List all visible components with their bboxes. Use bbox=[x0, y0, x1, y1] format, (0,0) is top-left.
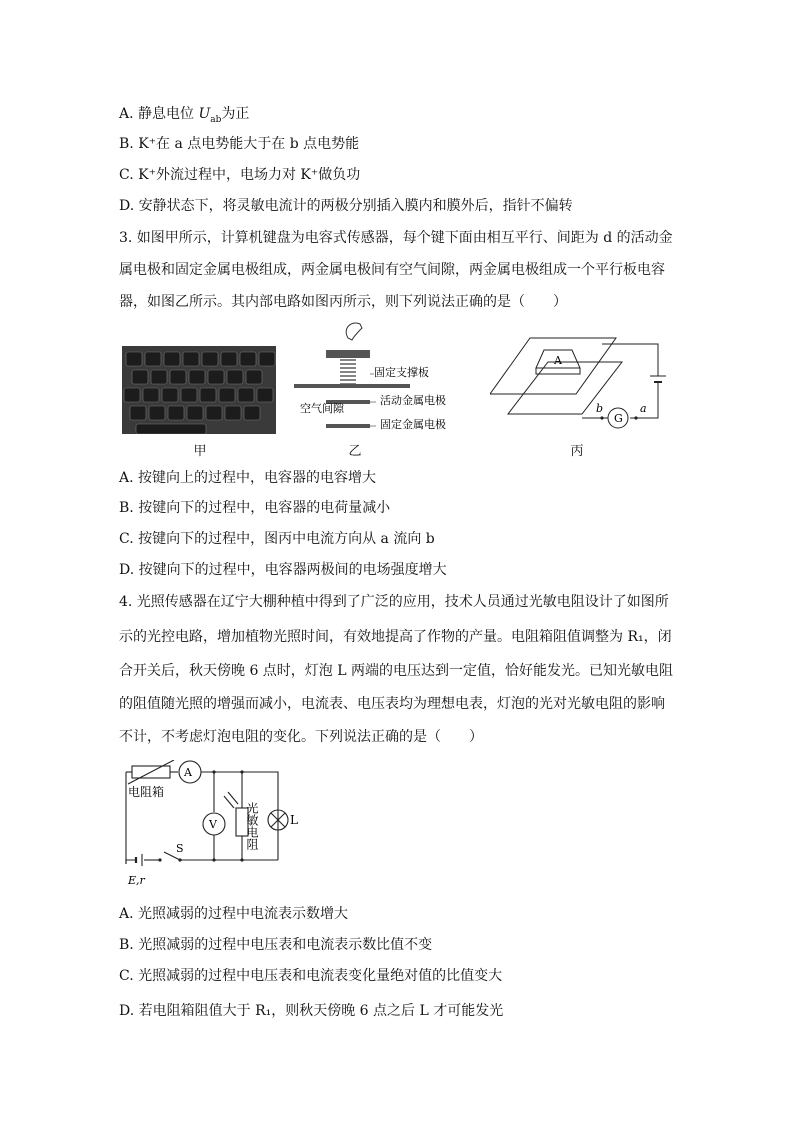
source-er-label: E,r bbox=[128, 874, 145, 887]
key-cross-section-diagram bbox=[290, 318, 470, 436]
ammeter-a-label: A bbox=[184, 766, 192, 779]
fig-caption-jia: 甲 bbox=[193, 444, 207, 459]
q4-stem-line1: 4. 光照传感器在辽宁大棚种植中得到了广泛的应用，技术人员通过光敏电阻设计了如图所 bbox=[119, 594, 669, 610]
q3-option-d: D. 按键向下的过程中，电容器两极间的电场强度增大 bbox=[119, 562, 447, 578]
q4-option-c: C. 光照减弱的过程中电压表和电流表变化量绝对值的比值变大 bbox=[119, 968, 503, 984]
q2-option-a: A. 静息电位 $U_{ab}$为正 bbox=[119, 106, 250, 125]
lamp-l-label: L bbox=[290, 813, 298, 827]
q3-stem-line3: 器，如图乙所示。其内部电路如图丙所示，则下列说法正确的是（ ） bbox=[119, 294, 567, 310]
label-moving-electrode: 活动金属电极 bbox=[380, 394, 446, 407]
q4-option-a: A. 光照减弱的过程中电流表示数增大 bbox=[119, 906, 349, 922]
q2-option-d: D. 安静状态下，将灵敏电流计的两极分别插入膜内和膜外后，指针不偏转 bbox=[119, 198, 573, 214]
q3-option-b: B. 按键向下的过程中，电容器的电荷量减小 bbox=[119, 500, 391, 516]
q2-option-b: B. K⁺在 a 点电势能大于在 b 点电势能 bbox=[119, 136, 360, 152]
photoresistor-label: 光敏电阻 bbox=[245, 802, 259, 850]
fig-caption-bing: 丙 bbox=[570, 444, 584, 459]
q4-stem-line5: 不计，不考虑灯泡电阻的变化。下列说法正确的是（ ） bbox=[119, 729, 483, 745]
label-fixed-electrode: 固定金属电极 bbox=[380, 418, 446, 431]
keyboard-photo bbox=[122, 346, 276, 434]
fig-caption-yi: 乙 bbox=[348, 444, 362, 459]
q4-option-d: D. 若电阻箱阻值大于 R₁，则秋天傍晚 6 点之后 L 才可能发光 bbox=[119, 1003, 504, 1019]
label-key-a: A bbox=[554, 354, 562, 367]
q4-stem-line2: 示的光控电路，增加植物光照时间，有效地提高了作物的产量。电阻箱阻值调整为 R₁，闭 bbox=[119, 629, 672, 645]
q3-option-c: C. 按键向下的过程中，图丙中电流方向从 a 流向 b bbox=[119, 531, 435, 547]
galvanometer-g-label: G bbox=[614, 412, 623, 425]
q3-stem-line1: 3. 如图甲所示，计算机键盘为电容式传感器，每个键下面由相互平行、间距为 d 的活动金 bbox=[119, 230, 673, 246]
q4-stem-line4: 的阻值随光照的增强而减小，电流表、电压表均为理想电表，灯泡的光对光敏电阻的影响 bbox=[119, 696, 665, 712]
label-point-a: a bbox=[640, 402, 647, 415]
q4-option-b: B. 光照减弱的过程中电压表和电流表示数比值不变 bbox=[119, 937, 433, 953]
q2-option-c: C. K⁺外流过程中，电场力对 K⁺做负功 bbox=[119, 167, 361, 183]
photo-control-circuit-diagram bbox=[118, 760, 308, 890]
q3-stem-line2: 属电极和固定金属电极组成，两金属电极间有空气间隙，两金属电极组成一个平行板电容 bbox=[119, 262, 665, 278]
label-air-gap: 空气间隙 bbox=[300, 402, 344, 415]
label-fixed-support-plate: 固定支撑板 bbox=[374, 366, 429, 379]
switch-s-label: S bbox=[176, 842, 184, 855]
voltmeter-v-label: V bbox=[209, 818, 217, 831]
label-point-b: b bbox=[596, 402, 604, 415]
resistor-box-label: 电阻箱 bbox=[128, 785, 165, 799]
q4-stem-line3: 合开关后，秋天傍晚 6 点时，灯泡 L 两端的电压达到一定值，恰好能发光。已知光敏电阻 bbox=[119, 663, 674, 679]
capacitor-circuit-diagram bbox=[490, 328, 670, 438]
q3-option-a: A. 按键向上的过程中，电容器的电容增大 bbox=[119, 470, 377, 486]
